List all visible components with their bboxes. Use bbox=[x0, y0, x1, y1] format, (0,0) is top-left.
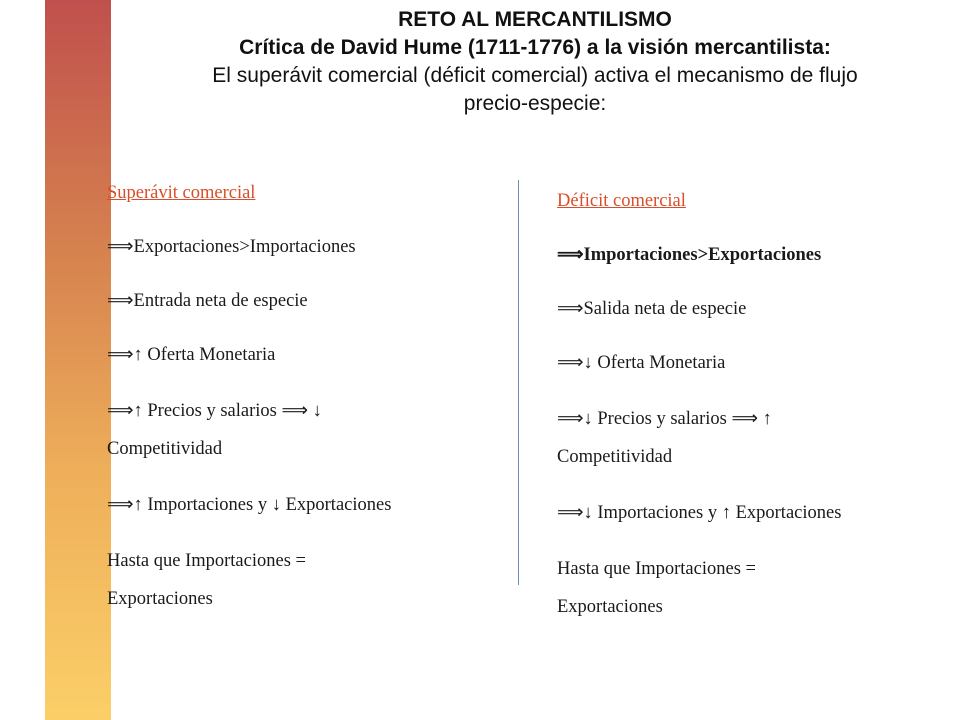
deficit-item-6-line-1: Hasta que Importaciones = bbox=[557, 559, 756, 579]
deficit-item-5: ⟹↓ Importaciones y ↑ Exportaciones bbox=[557, 503, 842, 523]
deficit-heading: Déficit comercial bbox=[557, 191, 686, 211]
deficit-item-3: ⟹↓ Oferta Monetaria bbox=[557, 353, 726, 373]
title-line-4: precio-especie: bbox=[463, 92, 607, 115]
title-line-2: Crítica de David Hume (1711-1776) a la visión mercantilista: bbox=[239, 36, 831, 59]
surplus-item-3: ⟹↑ Oferta Monetaria bbox=[107, 345, 276, 365]
surplus-column bbox=[107, 176, 507, 638]
surplus-heading: Superávit comercial bbox=[107, 183, 256, 203]
title-line-1: RETO AL MERCANTILISMO bbox=[398, 8, 672, 31]
surplus-item-4-line-1: ⟹↑ Precios y salarios ⟹ ↓ bbox=[107, 401, 322, 421]
title-line-3: El superávit comercial (déficit comercial) activa el mecanismo de flujo bbox=[212, 64, 858, 87]
surplus-item-6-line-1: Hasta que Importaciones = bbox=[107, 551, 306, 571]
deficit-item-6 bbox=[557, 550, 957, 626]
deficit-item-6-line-2: Exportaciones bbox=[557, 597, 663, 617]
surplus-item-6 bbox=[107, 542, 507, 618]
surplus-item-1: ⟹Exportaciones>Importaciones bbox=[107, 237, 356, 257]
deficit-column bbox=[557, 184, 957, 646]
deficit-item-1: ⟹Importaciones>Exportaciones bbox=[557, 245, 822, 265]
column-divider bbox=[518, 180, 519, 585]
surplus-item-2: ⟹Entrada neta de especie bbox=[107, 291, 308, 311]
decorative-gradient-bar bbox=[45, 0, 111, 720]
surplus-item-4-line-2: Competitividad bbox=[107, 439, 223, 459]
slide-title bbox=[110, 6, 960, 118]
deficit-item-4-line-2: Competitividad bbox=[557, 447, 673, 467]
deficit-item-4 bbox=[557, 400, 957, 476]
surplus-item-6-line-2: Exportaciones bbox=[107, 589, 213, 609]
deficit-item-2: ⟹Salida neta de especie bbox=[557, 299, 747, 319]
surplus-item-5: ⟹↑ Importaciones y ↓ Exportaciones bbox=[107, 495, 392, 515]
surplus-item-4 bbox=[107, 392, 507, 468]
deficit-item-4-line-1: ⟹↓ Precios y salarios ⟹ ↑ bbox=[557, 409, 772, 429]
